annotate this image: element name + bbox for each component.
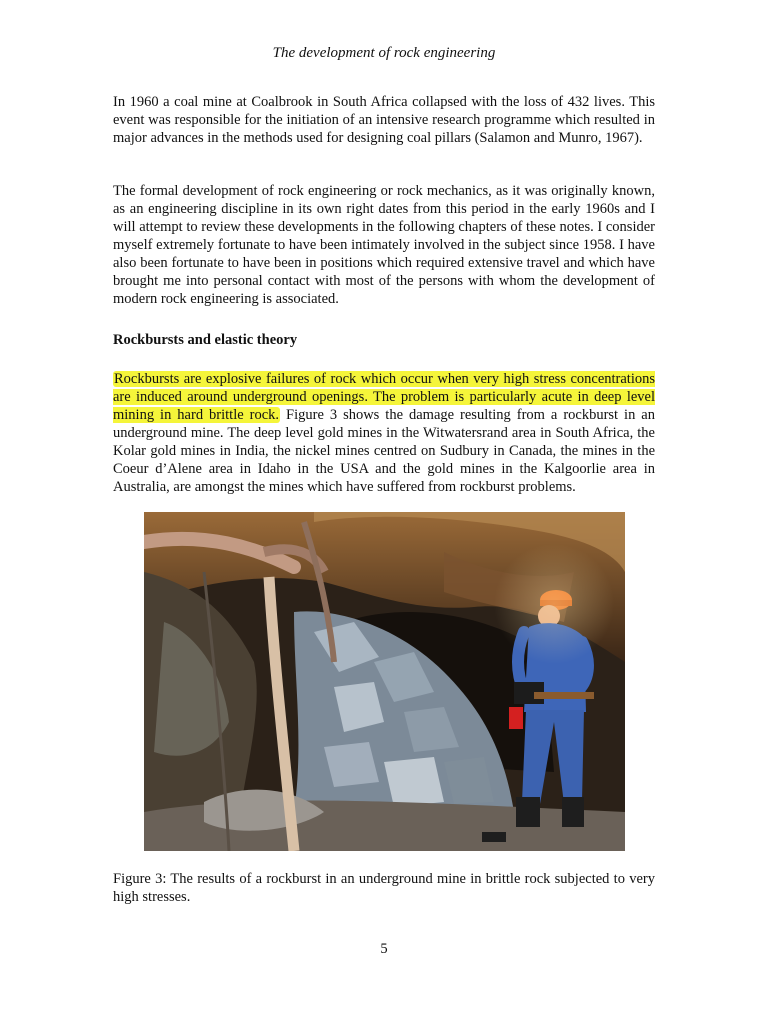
paragraph-coalbrook: In 1960 a coal mine at Coalbrook in South Africa collapsed with the loss of 432 lives. This event was responsible for the initiation of an intensive research programme which resulted in major advances in the methods used for designing coal pillars (Salamon and Munro, 1967). bbox=[113, 94, 655, 146]
page-number: 5 bbox=[380, 941, 388, 957]
highlighted-text[interactable]: Rockbursts are explosive failures of rock which occur when very high stress concentrations are induced around underground openings. The problem is particularly acute in deep level mining in hard brittle rock. bbox=[113, 371, 655, 423]
paragraph-rockbursts-continued: Figure 3 shows the damage resulting from a rockburst in an underground mine. The deep level gold mines in the Witwatersrand area in South Africa, the Kolar gold mines in India, the nickel mines centred on Sudbury in Canada, the mines in the Coeur d’Alene area in Idaho in the USA and the gold mines in the Kalgoorlie area in Australia, are amongst the mines which have suffered from rockburst problems. bbox=[113, 407, 655, 495]
section-heading: Rockbursts and elastic theory bbox=[113, 332, 298, 348]
paragraph-formal-development: The formal development of rock engineering or rock mechanics, as it was originally known, as an engineering discipline in its own right dates from this period in the early 1960s and I will attempt to review these developments in the following chapters of these notes. I consider myself extremely fortunate to have been intimately involved in the subject since 1958. I have also been fortunate to have been in positions which required extensive travel and which have brought me into personal contact with most of the persons with whom the development of modern rock engineering is associated. bbox=[113, 183, 655, 307]
rockburst-photo bbox=[144, 512, 625, 851]
paragraph-rockbursts bbox=[113, 370, 655, 496]
figure-caption: Figure 3: The results of a rockburst in an underground mine in brittle rock subjected to very high stresses. bbox=[113, 871, 655, 905]
running-header: The development of rock engineering bbox=[272, 45, 496, 61]
